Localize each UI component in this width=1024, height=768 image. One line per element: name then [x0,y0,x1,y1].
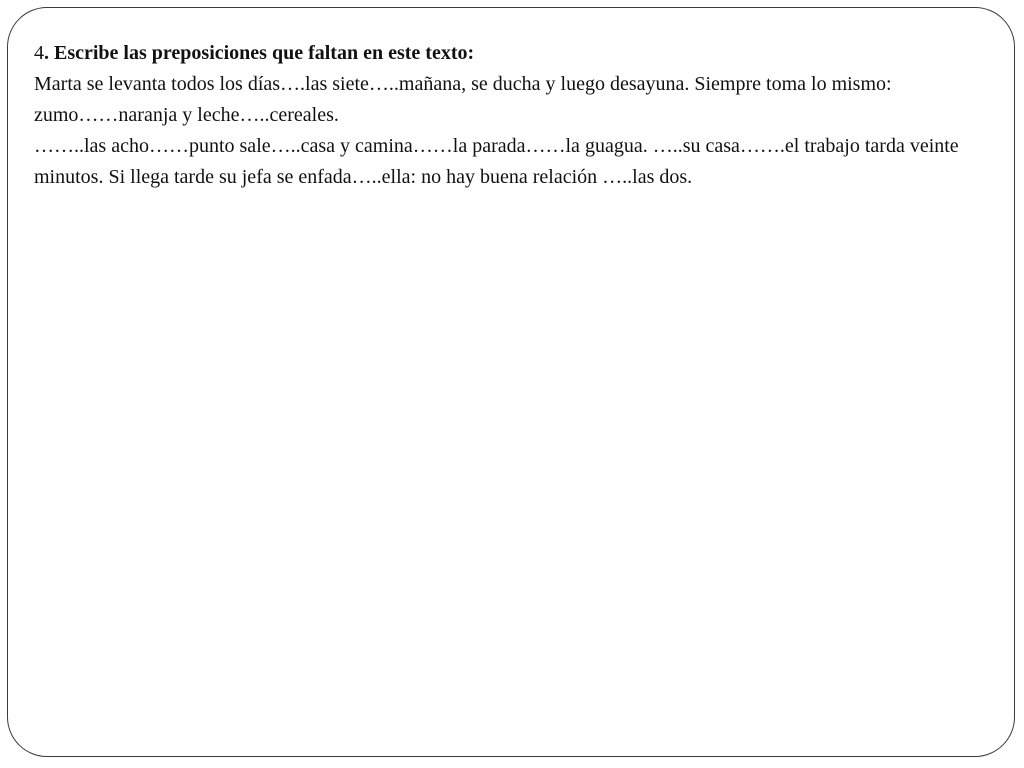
exercise-title: . Escribe las preposiciones que faltan en este texto: [44,42,475,64]
exercise-paragraph-2: ……..las acho……punto sale…..casa y camina……la parada……la guagua. …..su casa…….el trabajo tarda veinte minutos. Si llega tarde su jefa se enfada…..ella: no hay buena relación …..las dos. [34,135,959,188]
exercise-paragraph-1: Marta se levanta todos los días….las siete…..mañana, se ducha y luego desayuna. Siempre toma lo mismo: zumo……naranja y leche…..cereales. [34,73,892,126]
exercise-heading [34,38,964,69]
exercise-content [34,38,964,193]
exercise-number: 4 [34,42,44,64]
